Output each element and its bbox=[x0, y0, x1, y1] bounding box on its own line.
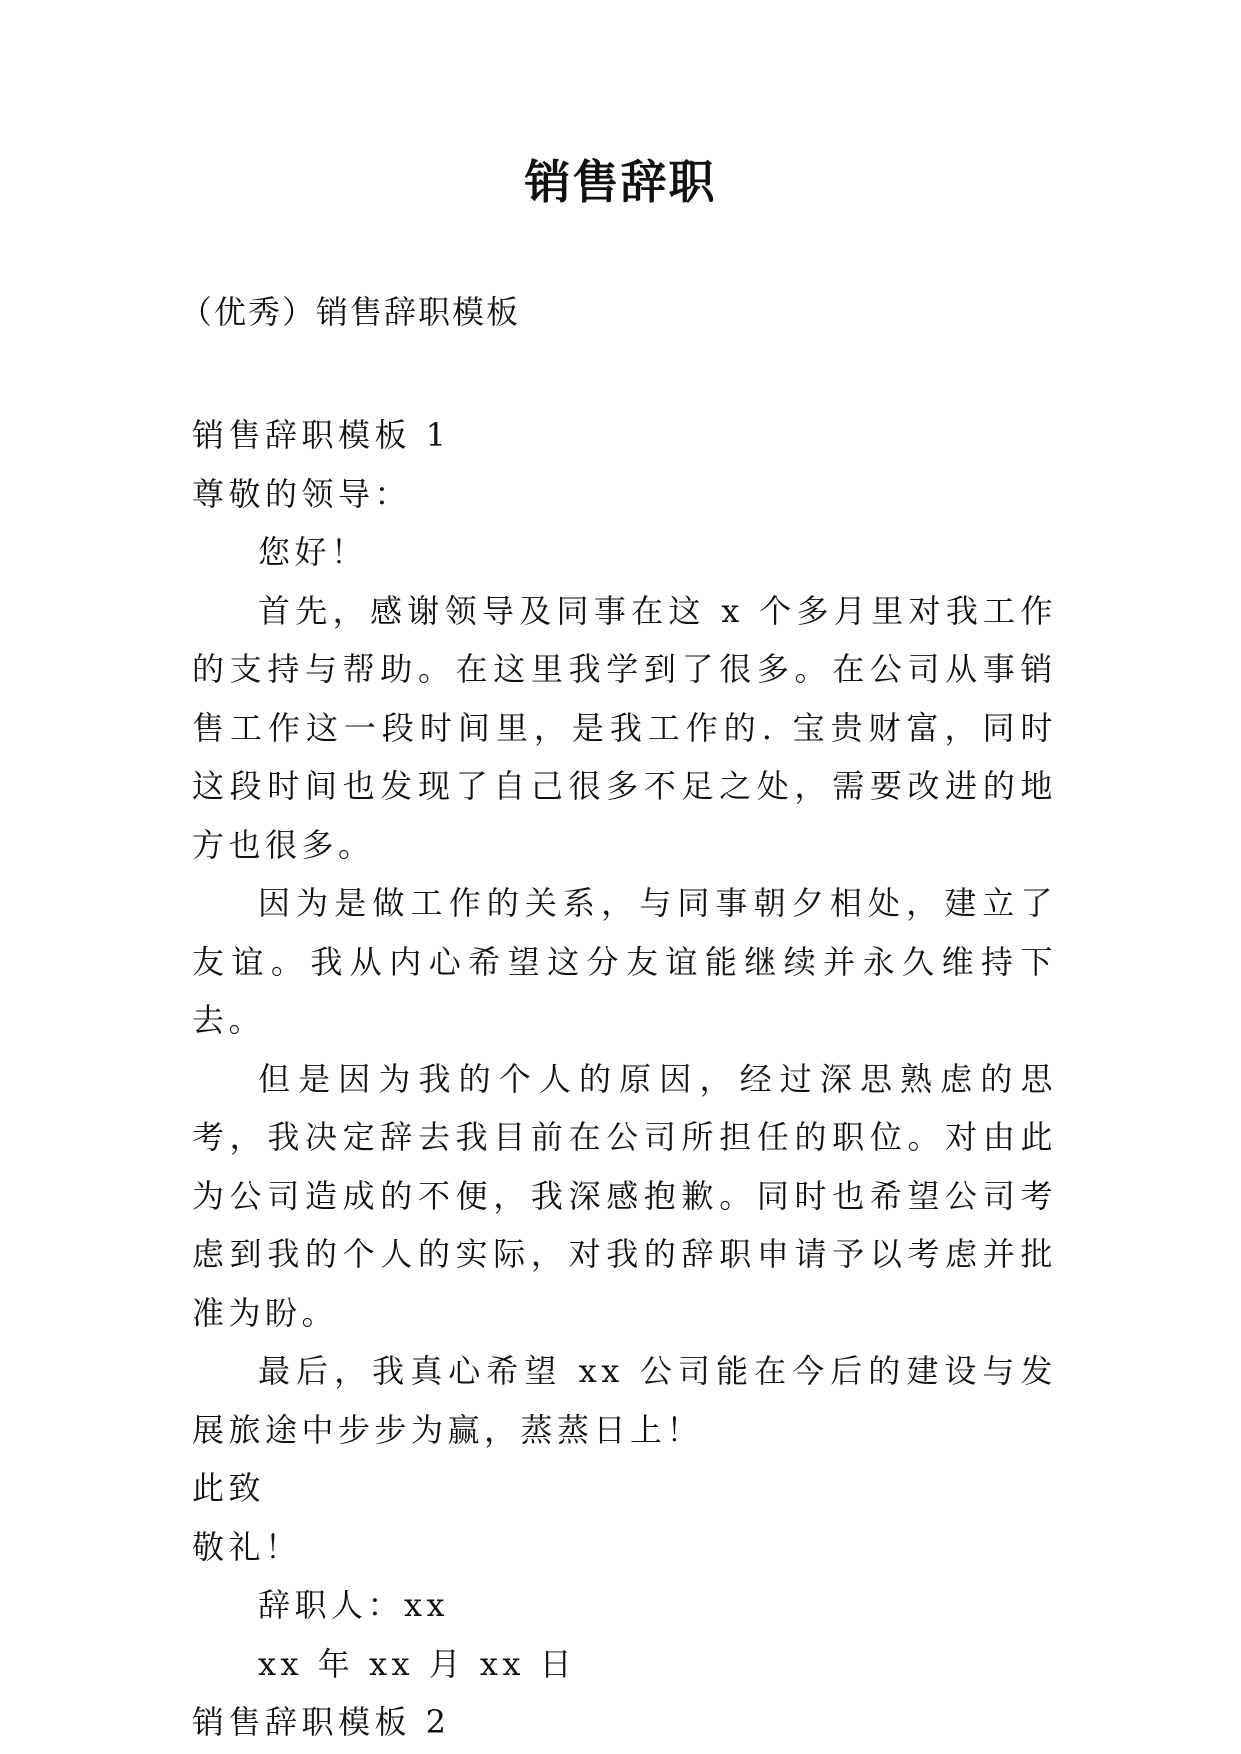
salutation: 尊敬的领导： bbox=[192, 474, 412, 513]
document-title: 销售辞职 bbox=[524, 155, 717, 209]
paragraph-wishes: 最后，我真心希望 xx 公司能在今后的建设与发展旅途中步步为赢，蒸蒸日上！ bbox=[192, 1352, 1057, 1449]
closing-line-2: 敬礼！ bbox=[192, 1527, 302, 1566]
document-subtitle: （优秀）销售辞职模板 bbox=[180, 293, 521, 331]
closing-line-1: 此致 bbox=[192, 1469, 266, 1507]
paragraph-resignation: 但是因为我的个人的原因，经过深思熟虑的思考，我决定辞去我目前在公司所担任的职位。对由此为公司造成的不便，我深感抱歉。同时也希望公司考虑到我的个人的实际，对我的辞职申请予以考虑并批准为盼。 bbox=[192, 1059, 1057, 1332]
section-heading-1: 销售辞职模板 1 bbox=[192, 416, 451, 454]
signer: 辞职人：xx bbox=[258, 1586, 450, 1624]
paragraph-thanks: 首先，感谢领导及同事在这 x 个多月里对我工作的支持与帮助。在这里我学到了很多。在公司从事销售工作这一段时间里，是我工作的. 宝贵财富，同时这段时间也发现了自己很多不足之处，需要改进的地方也很多。 bbox=[192, 591, 1057, 864]
greeting: 您好！ bbox=[258, 533, 368, 571]
paragraph-friendship: 因为是做工作的关系，与同事朝夕相处，建立了友谊。我从内心希望这分友谊能继续并永久维持下去。 bbox=[192, 884, 1057, 1039]
date: xx 年 xx 月 xx 日 bbox=[258, 1644, 577, 1683]
document-body bbox=[192, 406, 1057, 1752]
section-heading-2: 销售辞职模板 2 bbox=[192, 1703, 451, 1741]
